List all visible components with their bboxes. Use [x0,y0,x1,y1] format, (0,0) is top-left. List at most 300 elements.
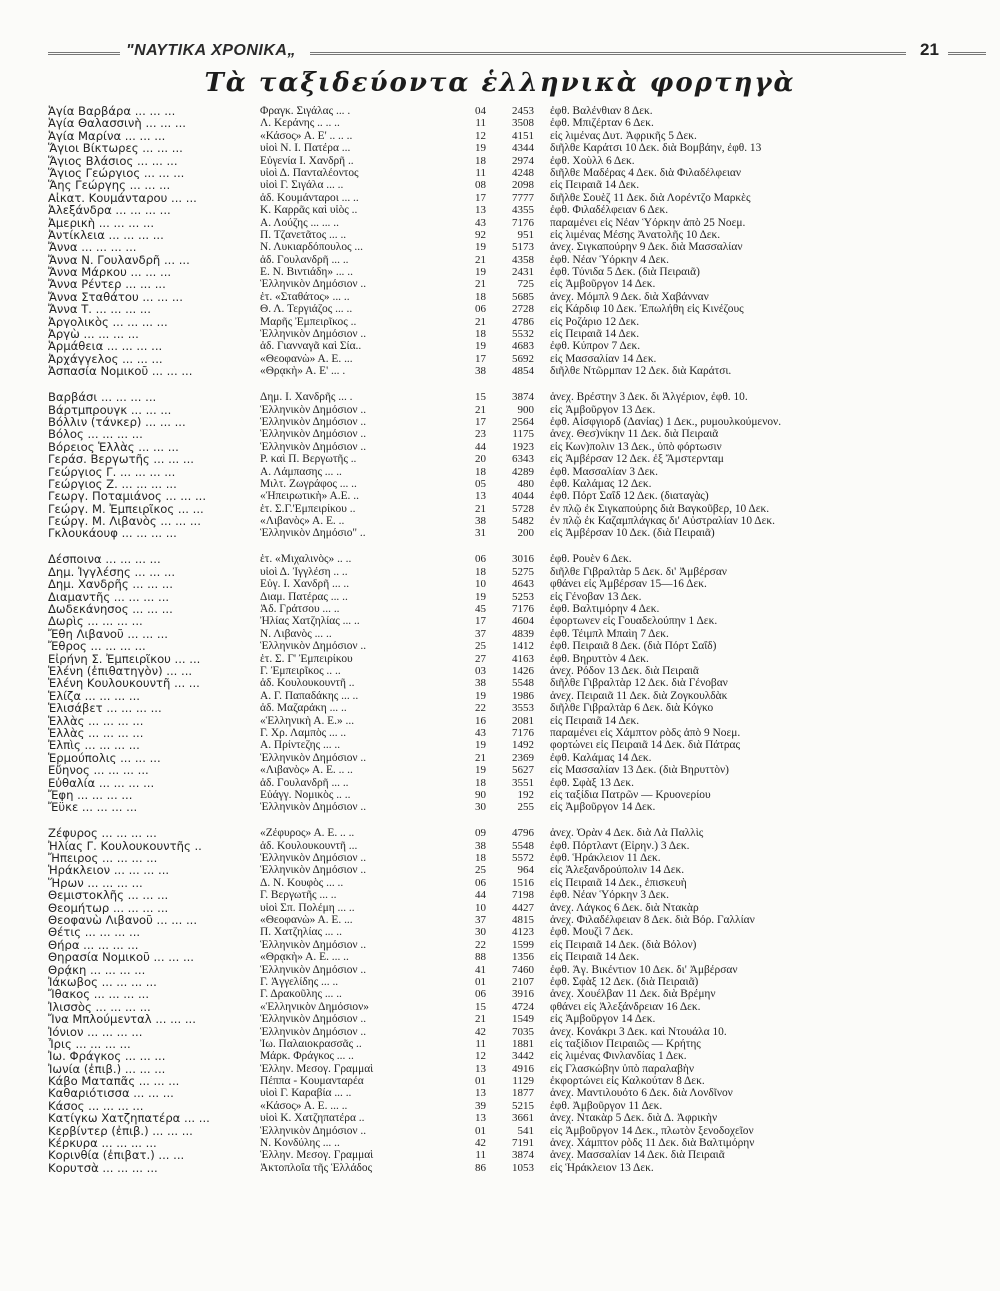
ship-name: Θέτις ... ... ... ... [48,926,141,939]
year: 38 [475,677,486,690]
status: ἐφθ. Πειραιᾶ 8 Δεκ. (διὰ Πόρτ Σαΐδ) [550,640,717,653]
tonnage: 1599 [512,938,534,951]
status: ἐφθ. Βαλτιμόρην 4 Δεκ. [550,603,660,616]
tonnage: 5692 [512,352,534,365]
year: 44 [475,440,486,453]
ship-name: Βόλλιν (τάνκερ) ... ... ... [48,415,186,429]
tonnage: 3553 [512,702,534,715]
year: 19 [475,764,486,777]
table-row [48,615,953,627]
table-row [48,391,953,403]
owner: Γ. Βεργωτῆς ... .. [260,889,337,902]
ship-name: Ζέφυρος ... ... ... ... [48,827,157,840]
owner: ἀδ. Κουμάνταροι ... .. [260,191,359,204]
ship-name: Ἅγιος Βλάσιος ... ... ... [48,154,178,167]
table-row [48,628,953,640]
status: ἐφθ. Ἡράκλειον 11 Δεκ. [550,852,661,865]
table-row [48,503,953,515]
ship-name: Ἥρων ... ... ... ... [48,876,143,890]
year: 13 [475,1087,486,1100]
year: 01 [475,1124,486,1137]
owner: Ἑλληνικὸν Δημόσιον .. [260,963,367,976]
status: ἐφθ. Ρουὲν 6 Δεκ. [550,553,632,566]
table-row [48,1162,953,1174]
status: φθάνει εἰς Ἀλεξάνδρειαν 16 Δεκ. [550,1000,701,1013]
year: 17 [475,415,486,428]
table-row [48,727,953,739]
owner: Ἀδ. Γράτσου ... .. [260,603,340,616]
year: 08 [475,179,486,192]
status: ἐφθ. Νέαν Ὑόρκην 4 Δεκ. [550,253,669,266]
tonnage: 1129 [512,1075,534,1088]
year: 18 [475,465,486,478]
year: 13 [475,204,486,217]
year: 11 [475,1037,486,1050]
table-row [48,254,953,266]
status: ἐφθ. Τύνιδα 5 Δεκ. (διὰ Πειραιᾶ) [550,266,700,279]
year: 11 [475,166,486,179]
year: 27 [475,652,486,665]
tonnage: 4044 [512,490,534,503]
header-rule-right [948,52,986,55]
owner: Α. Πρίντεζης ... .. [260,739,341,752]
tonnage: 1426 [512,664,534,677]
tonnage: 4358 [512,253,534,266]
ship-name: Ἰλισσὸς ... ... ... ... [48,1000,151,1014]
year: 92 [475,228,486,241]
year: 11 [475,117,486,130]
year: 19 [475,241,486,254]
table-row [48,902,953,914]
owner: ἑτ. «Μιχαλινὸς» .. .. [260,553,352,566]
status: ἐφθ. Πόρτ Σαΐδ 12 Δεκ. (διαταγὰς) [550,490,709,503]
ship-name: Γεώργ. Μ. Ἐμπειρῖκος ... ... [48,502,204,516]
owner: υἱοὶ Κ. Χατζηπατέρα .. [260,1112,365,1125]
table-row [48,441,953,453]
status: εἰς ταξίδιον Πειραιῶς — Κρήτης [550,1037,701,1050]
owner: ἀδ. Γιανναγᾶ καὶ Σία.. [260,340,362,353]
year: 22 [475,702,486,715]
status: διῆλθε Γιβραλτὰρ 6 Δεκ. διὰ Κόγκο [550,702,714,715]
tonnage: 6343 [512,453,534,466]
table-row [48,964,953,976]
tonnage: 1516 [512,876,534,889]
status: εἰς Μασσαλίαν 13 Δεκ. (διὰ Βηρυττὸν) [550,764,729,777]
tonnage: 1492 [512,739,534,752]
tonnage: 5548 [512,839,534,852]
table-row [48,353,953,365]
status: εἰς Ἀμβέρσαν 12 Δεκ. ἐξ Ἄμστερνταμ [550,453,724,466]
table-row [48,316,953,328]
status: διῆλθε Καράτσι 10 Δεκ. διὰ Βομβάην, ἐφθ. 13 [550,142,762,155]
ship-name: Γεώργιος Γ. ... ... ... ... [48,465,176,478]
ship-name: Θηρασία Νομικοῦ ... ... ... [48,951,194,964]
year: 15 [475,1000,486,1013]
ship-name: Δέσποινα ... ... ... ... [48,553,161,566]
year: 19 [475,590,486,603]
tonnage: 7191 [512,1137,534,1150]
owner: Ἠλίας Χατζηλίας ... .. [260,615,360,628]
tonnage: 5728 [512,502,534,515]
status: ἀνεχ. Ρόδον 13 Δεκ. διὰ Πειραιᾶ [550,664,699,677]
ship-name: Ἑλένη Κουλουκουντῆ ... ... [48,677,200,690]
table-row [48,1112,953,1124]
year: 25 [475,864,486,877]
ship-name: Ἔφη ... ... ... ... [48,788,133,802]
table-row [48,365,953,377]
status: εἰς Ἀλεξανδρούπολιν 14 Δεκ. [550,864,685,877]
tonnage: 1877 [512,1087,534,1100]
table-row [48,1125,953,1137]
owner: Ἑλληνικὸν Δημόσιον .. [260,801,367,814]
owner: «Λιβανὸς» Α. Ε. .. [260,515,345,528]
table-row [48,852,953,864]
owner: «Λιβανὸς» Α. Ε. .. .. [260,764,353,777]
year: 09 [475,827,486,840]
year: 06 [475,876,486,889]
tonnage: 4916 [512,1062,534,1075]
owner: υἱοὶ Γ. Καραβία ... .. [260,1087,352,1100]
status: εἰς Κων)πολιν 13 Δεκ., ὑπὸ φόρτωσιν [550,440,722,453]
owner: υἱοὶ Ν. Ι. Πατέρα ... [260,142,351,155]
status: ἐφθ. Σφὰξ 12 Δεκ. (διὰ Πειραιᾶ) [550,975,699,988]
ship-name: Ἀρχάγγελος ... ... ... [48,352,163,366]
ship-name: Ἀργολικὸς ... ... ... ... [48,315,168,329]
owner: Γ. Χρ. Λαμπὸς ... .. [260,726,347,739]
year: 18 [475,776,486,789]
status: ἐφθ. Χοὺλλ 6 Δεκ. [550,154,635,167]
table-row [48,889,953,901]
owner: Ἑλληνικὸν Δημόσιον .. [260,1124,367,1137]
status: εἰς Πειραιᾶ 14 Δεκ. (διὰ Βόλον) [550,938,697,951]
year: 31 [475,527,486,540]
ship-name: Δημ. Χανδρῆς ... ... ... [48,578,173,591]
tonnage: 4604 [512,615,534,628]
year: 01 [475,1075,486,1088]
year: 18 [475,290,486,303]
header-rule-left [48,52,120,55]
year: 41 [475,963,486,976]
owner: Ν. Λυκιαρδόπουλος ... [260,241,363,254]
tonnage: 1053 [512,1161,534,1174]
tonnage: 3016 [512,553,534,566]
tonnage: 200 [517,527,534,540]
table-row [48,677,953,689]
status: εἰς Πειραιᾶ 14 Δεκ., ἐπισκευὴ [550,876,687,889]
status: ἀνεχ. Βρέστην 3 Δεκ. δι Ἀλγέριον, ἐφθ. 10. [550,391,748,404]
owner: ἀδ. Γουλανδρῆ ... .. [260,253,349,266]
year: 25 [475,640,486,653]
ship-name: Ἡράκλειον ... ... ... ... [48,864,170,877]
status: ἐφθ. Αἰσφγιορδ (Δανίας) 1 Δεκ., ρυμουλκούμενον. [550,415,782,428]
year: 21 [475,751,486,764]
owner: Εὐγενία Ι. Χανδρῆ .. [260,154,354,167]
ship-name: Ἔθρος ... ... ... ... [48,640,146,653]
table-row [48,1013,953,1025]
year: 38 [475,515,486,528]
status: ἀνεχ. Λάγκος 6 Δεκ. διὰ Ντακὰρ [550,901,699,914]
owner: Ἑλληνικὸν Δημόσιον .. [260,852,367,865]
owner: «Θρᾳκὴ» Α. Ε. ... .. [260,951,349,964]
year: 06 [475,553,486,566]
status: εἰς Ἀμβοῦργον 14 Δεκ. [550,1013,656,1026]
status: ἐν πλῷ ἐκ Σιγκαπούρης διὰ Βαγκοῦβερ, 10 Δεκ. [550,502,770,515]
tonnage: 1986 [512,689,534,702]
ship-name: Δημ. Ἰγγλέσης ... ... ... [48,565,176,579]
table-row [48,527,953,539]
tonnage: 4854 [512,365,534,378]
ship-name: Ἁγία Θαλασσινὴ ... ... ... [48,117,186,130]
tonnage: 5685 [512,290,534,303]
ship-name: Βόρειος Ἑλλὰς ... ... ... [48,440,179,454]
ship-name: Ἤπειρος ... ... ... ... [48,852,158,865]
tonnage: 2564 [512,415,534,428]
owner: Ἑλληνικὸν Δημόσιον .. [260,938,367,951]
status: ἐφθ. Καλάμας 12 Δεκ. [550,477,652,490]
owner: Ἑλληνικὸν Δημόσιον .. [260,415,367,428]
year: 19 [475,266,486,279]
ship-name: Γεωργ. Ποταμιάνος ... ... ... [48,490,206,503]
tonnage: 5482 [512,515,534,528]
table-row [48,1137,953,1149]
status: ἀνεχ. Μόμπλ 9 Δεκ. διὰ Χαβάνναν [550,290,709,303]
tonnage: 4151 [512,129,534,142]
tonnage: 192 [517,788,534,801]
owner: «Θεοφανὼ» Α. Ε. ... [260,352,353,365]
tonnage: 4815 [512,914,534,926]
year: 21 [475,315,486,328]
ship-name: Ἄννα Μάρκου ... ... ... [48,266,172,279]
owner: Ἑλληνικὸν Δημόσιον .. [260,640,367,653]
ship-section [48,553,953,813]
owner: Διαμ. Πατέρας ... .. [260,590,348,603]
ship-name: Δωρὶς ... ... ... ... [48,615,143,628]
tonnage: 5627 [512,764,534,777]
year: 42 [475,1025,486,1038]
ship-name: Εἰρήνη Σ. Ἐμπειρῖκου ... ... [48,652,201,665]
tonnage: 5532 [512,328,534,341]
year: 12 [475,129,486,142]
tonnage: 2081 [512,714,534,727]
tonnage: 4724 [512,1000,534,1013]
ship-name: Κατίγκω Χατζηπατέρα ... ... [48,1112,210,1125]
ship-name: Ἑλλὰς ... ... ... ... [48,726,144,740]
status: ἀνεχ. Χουέλβαν 11 Δεκ. διὰ Βρέμην [550,988,716,1001]
tonnage: 4839 [512,627,534,640]
owner: Γ. Ἐμπειρῖκος .. .. [260,664,341,677]
ship-name: Καθαριότισσα ... ... ... [48,1087,174,1100]
owner: «Κάσος» Α. Ε. ... .. [260,1099,348,1112]
owner: Ν. Λιβανὸς ... .. [260,627,332,640]
table-row [48,515,953,527]
ship-name: Ἐλπὶς ... ... ... ... [48,739,140,752]
year: 18 [475,154,486,167]
owner: Ἑλληνικὸν Δημόσιον .. [260,864,367,877]
ship-name: Ἄννα Ν. Γουλανδρῆ ... ... [48,253,190,267]
year: 37 [475,627,486,640]
ship-name: Ἠλίας Γ. Κουλουκουντῆς .. [48,839,202,853]
tonnage: 255 [517,801,534,814]
tonnage: 7460 [512,963,534,976]
status: φορτώνει εἰς Πειραιᾶ 14 Δεκ. διὰ Πάτρας [550,739,741,752]
status: εἰς Πειραιᾶ 14 Δεκ. [550,328,640,341]
status: διῆλθε Μαδέρας 4 Δεκ. διὰ Φιλαδέλφειαν [550,166,742,179]
table-row [48,566,953,578]
tonnage: 7176 [512,726,534,739]
year: 43 [475,216,486,229]
tonnage: 1881 [512,1037,534,1050]
owner: υἱοὶ Δ. Ἰγγλέση .. .. [260,565,348,578]
tonnage: 964 [517,864,534,877]
ship-name: Ἀλεξάνδρα ... ... ... ... [48,204,171,217]
tonnage: 2098 [512,179,534,192]
year: 21 [475,253,486,266]
year: 30 [475,801,486,814]
status: εἰς Γένοβαν 13 Δεκ. [550,590,642,603]
owner: Π. Χατζηλίας ... .. [260,926,342,939]
tonnage: 7035 [512,1025,534,1038]
year: 01 [475,975,486,988]
tonnage: 1549 [512,1013,534,1026]
ship-name: Ἀσπασία Νομικοῦ ... ... ... [48,365,193,378]
year: 88 [475,951,486,964]
status: ἀνεχ. Πειραιᾶ 11 Δεκ. διὰ Ζογκουλδὰκ [550,689,728,702]
table-row [48,490,953,502]
year: 45 [475,603,486,616]
tonnage: 2369 [512,751,534,764]
table-row [48,665,953,677]
table-row [48,291,953,303]
ship-listing-table [48,105,953,1188]
status: ἀνεχ. Ντακὰρ 5 Δεκ. διὰ Δ. Ἀφρικὴν [550,1112,718,1125]
tonnage: 725 [517,278,534,291]
tonnage: 4427 [512,901,534,914]
ship-section [48,391,953,540]
ship-name: Διαμαντῆς ... ... ... ... [48,590,170,604]
tonnage: 3916 [512,988,534,1001]
year: 21 [475,1013,486,1026]
tonnage: 4289 [512,465,534,478]
ship-name: Ἅης Γεώργης ... ... ... [48,179,171,192]
year: 90 [475,788,486,801]
ship-name: Ἁγία Μαρίνα ... ... ... [48,129,166,143]
tonnage: 1356 [512,951,534,964]
table-row [48,416,953,428]
status: ἐφθ. Πόρτλαντ (Εἰρην.) 3 Δεκ. [550,839,690,852]
table-row [48,553,953,565]
year: 43 [475,726,486,739]
year: 19 [475,739,486,752]
owner: «Ἑλληνικὸν Δημόσιον» [260,1000,369,1013]
status: εἰς Ἀμβοῦργον 14 Δεκ. [550,278,656,291]
status: ἀνεχ. Φιλαδέλφειαν 8 Δεκ. διὰ Βόρ. Γαλλίαν [550,914,755,926]
table-row [48,951,953,963]
ship-name: Ἰωνία (ἐπιβ.) ... ... ... [48,1062,166,1076]
ship-name: Κέρκυρα ... ... ... ... [48,1137,157,1150]
status: παραμένει εἰς Χάμπτον ρὸδς ἀπὸ 9 Νοεμ. [550,726,741,739]
year: 38 [475,839,486,852]
owner: Γ. Δρακοῦλης ... .. [260,988,342,1001]
owner: ἑτ. Σ.Γ.'Εμπειρίκου .. [260,502,356,515]
owner: «Κάσος» Α. Ε' .. .. .. [260,129,353,142]
year: 86 [475,1161,486,1174]
table-row [48,988,953,1000]
owner: ἀδ. Μαζαράκη ... .. [260,702,347,715]
ship-name: Ἑλλὰς ... ... ... ... [48,714,144,727]
status: παραμένει εἰς Νέαν Ὑόρκην ἀπὸ 25 Νοεμ. [550,216,746,229]
tonnage: 7198 [512,889,534,902]
owner: Φραγκ. Σιγάλας ... . [260,105,351,117]
status: διῆλθε Γιβραλτὰρ 5 Δεκ. δι' Ἀμβέρσαν [550,565,727,578]
owner: ἀδ. Κουλουκουντῆ .. [260,677,355,690]
page-title: Τὰ ταξιδεύοντα ἑλληνικὰ φορτηγὰ [204,68,796,98]
status: ἐφθ. Τέιμπλ Μπαὶη 7 Δεκ. [550,627,669,640]
owner: Ἑλλην. Μεσογ. Γραμμαὶ [260,1149,374,1162]
tonnage: 2431 [512,266,534,279]
owner: Ἑλληνικὸν Δημόσιον .. [260,751,367,764]
table-row [48,130,953,142]
table-row [48,241,953,253]
owner: Κ. Καρρᾶς καὶ υἱὸς .. [260,204,358,217]
status: εἰς Ἡράκλειον 13 Δεκ. [550,1161,654,1174]
owner: Λ. Κεράνης .. .. .. [260,117,340,130]
table-row [48,715,953,727]
ship-name: Γεώργ. Μ. Λιβανὸς ... ... ... [48,515,201,528]
ship-name: Ἄννα Ρέντερ ... ... ... [48,278,166,291]
tonnage: 5275 [512,565,534,578]
table-row [48,1075,953,1087]
table-row [48,1063,953,1075]
table-row [48,478,953,490]
ship-name: Ἰάκωβος ... ... ... ... [48,975,157,989]
status: ἐφθ. Μασσαλίαν 3 Δεκ. [550,465,659,478]
status: εἰς Γλασκώβην ὑπὸ παραλαβὴν [550,1062,695,1075]
tonnage: 5215 [512,1099,534,1112]
owner: Α. Λάμπασης ... .. [260,465,342,478]
status: εἰς λιμένας Φινλανδίας 1 Δεκ. [550,1050,687,1063]
tonnage: 2107 [512,975,534,988]
table-row [48,303,953,315]
tonnage: 4796 [512,827,534,840]
year: 10 [475,578,486,591]
ship-name: Θήρα ... ... ... ... [48,938,139,952]
year: 17 [475,615,486,628]
year: 12 [475,1050,486,1063]
owner: Ἑλληνικὸν Δημόσιον .. [260,1025,367,1038]
status: ἐφθ. Καλάμας 14 Δεκ. [550,751,652,764]
ship-name: Ἁγία Βαρβάρα ... ... ... [48,105,176,118]
ship-name: Βάρτμπρουγκ ... ... ... [48,403,172,416]
ship-name: Κορινθία (ἐπιβατ.) ... ... [48,1149,185,1162]
status: ἐφθ. Ἀμβοῦργον 11 Δεκ. [550,1099,663,1112]
tonnage: 541 [517,1124,534,1137]
table-row [48,764,953,776]
status: διῆλθε Ντῶρμπαν 12 Δεκ. διὰ Καράτσι. [550,365,732,378]
table-row [48,328,953,340]
status: ἀνεχ. Χάμπτον ρὸδς 11 Δεκ. διὰ Βαλτιμόρην [550,1137,755,1150]
status: ἐφορτωνεν εἰς Γουαδελούπην 1 Δεκ. [550,615,718,628]
tonnage: 4643 [512,578,534,591]
year: 21 [475,403,486,416]
year: 19 [475,340,486,353]
table-row [48,117,953,129]
status: εἰς Πειραιᾶ 14 Δεκ. [550,951,640,964]
ship-name: Εὔηνος ... ... ... ... [48,764,149,777]
tonnage: 7777 [512,191,534,204]
ship-name: Ἑλίζα ... ... ... ... [48,689,140,703]
tonnage: 4163 [512,652,534,665]
year: 13 [475,1062,486,1075]
